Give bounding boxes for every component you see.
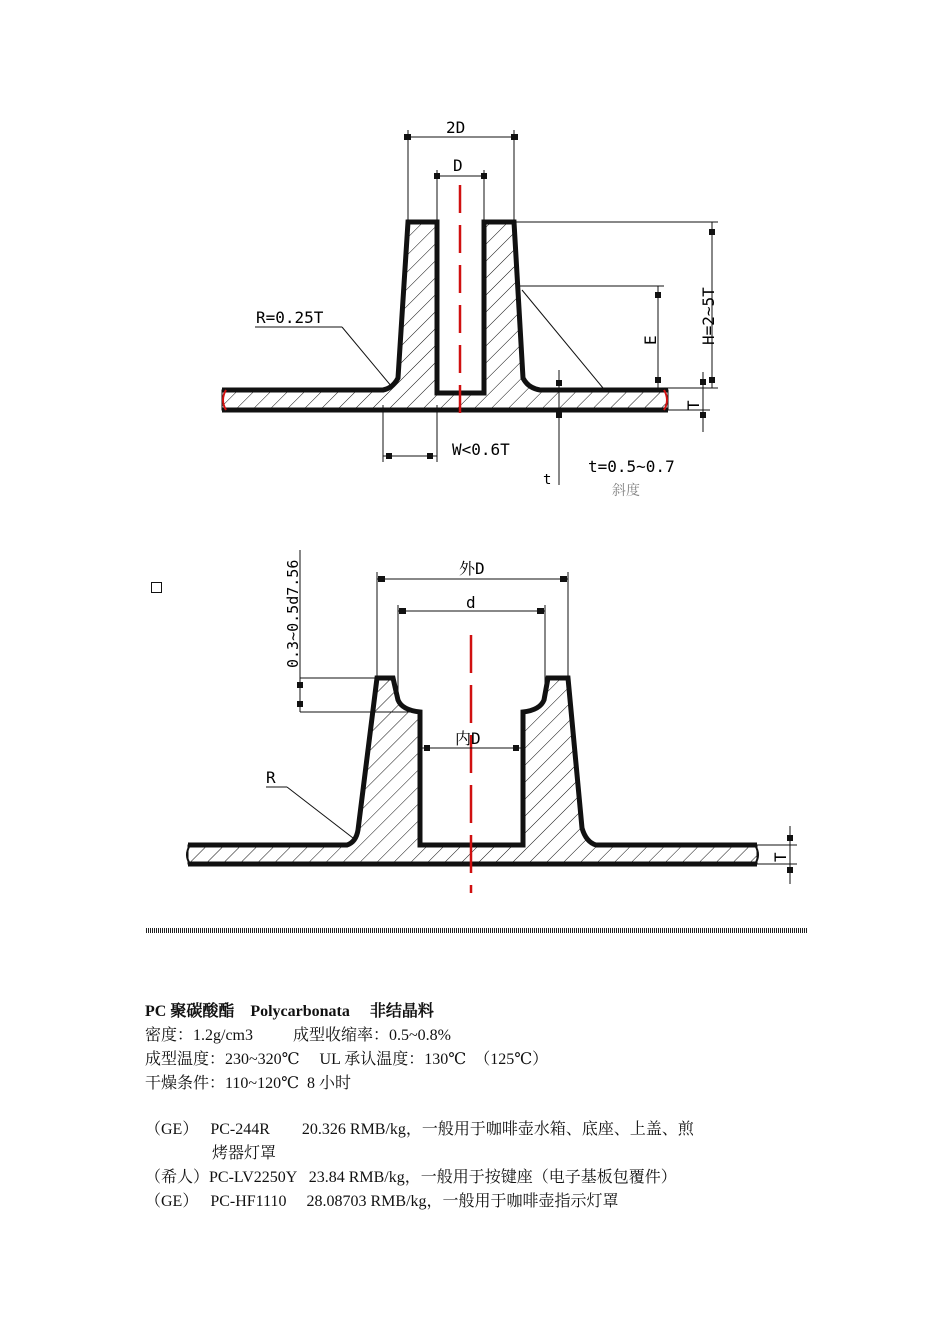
dim-t-label-2: T (771, 852, 790, 862)
dim-t-label-1: T (684, 400, 703, 410)
diagram-1 (222, 118, 718, 499)
dim-2d-label: 2D (446, 118, 466, 137)
dim-inner-d-label: 内D (455, 729, 481, 748)
dim-d-label: D (453, 156, 463, 175)
grade-list (145, 1118, 845, 1214)
radius-label-1: R=0.25T (256, 308, 324, 327)
diagram-2 (187, 550, 797, 893)
material-property-line: 干燥条件：110~120℃ 8 小时 (145, 1075, 351, 1092)
material-property-line: 成型温度：230~320℃ UL 承认温度：130℃ （125℃） (145, 1051, 549, 1068)
material-title: PC 聚碳酸酯 Polycarbonata 非结晶料 (145, 1003, 434, 1020)
grade-text: （GE） PC-HF1110 28.08703 RMB/kg，一般用于咖啡壶指示灯罩 (145, 1193, 619, 1210)
separator-line (146, 928, 807, 933)
dim-outer-d-label: 外D (459, 559, 485, 578)
smudged-note: 斜度 (612, 483, 640, 499)
dim-small-d-label: d (466, 593, 476, 612)
radius-label-2: R (266, 768, 276, 787)
grade-text: （GE） PC-244R 20.326 RMB/kg，一般用于咖啡壶水箱、底座、上盖、煎 (145, 1121, 694, 1138)
checkbox-marker (151, 582, 162, 593)
material-info (145, 1000, 845, 1214)
grade-item (145, 1118, 845, 1166)
grade-item (145, 1190, 845, 1214)
dim-w-label: W<0.6T (452, 440, 510, 459)
boss-outline-2 (188, 678, 757, 845)
dim-e-label: E (641, 335, 660, 345)
grade-text: （希人）PC-LV2250Y 23.84 RMB/kg，一般用于按键座（电子基板包覆件） (145, 1169, 677, 1186)
dim-step-label: 0.3~0.5d7.56 (284, 559, 302, 668)
material-property-line: 密度：1.2g/cm3 成型收缩率：0.5~0.8% (145, 1027, 451, 1044)
grade-continuation: 烤器灯罩 (212, 1145, 277, 1162)
grade-item (145, 1166, 845, 1190)
dim-small-t-label: t (543, 472, 552, 488)
dim-h-label: H=2~5T (699, 287, 718, 345)
t-range-label: t=0.5~0.7 (588, 457, 675, 476)
